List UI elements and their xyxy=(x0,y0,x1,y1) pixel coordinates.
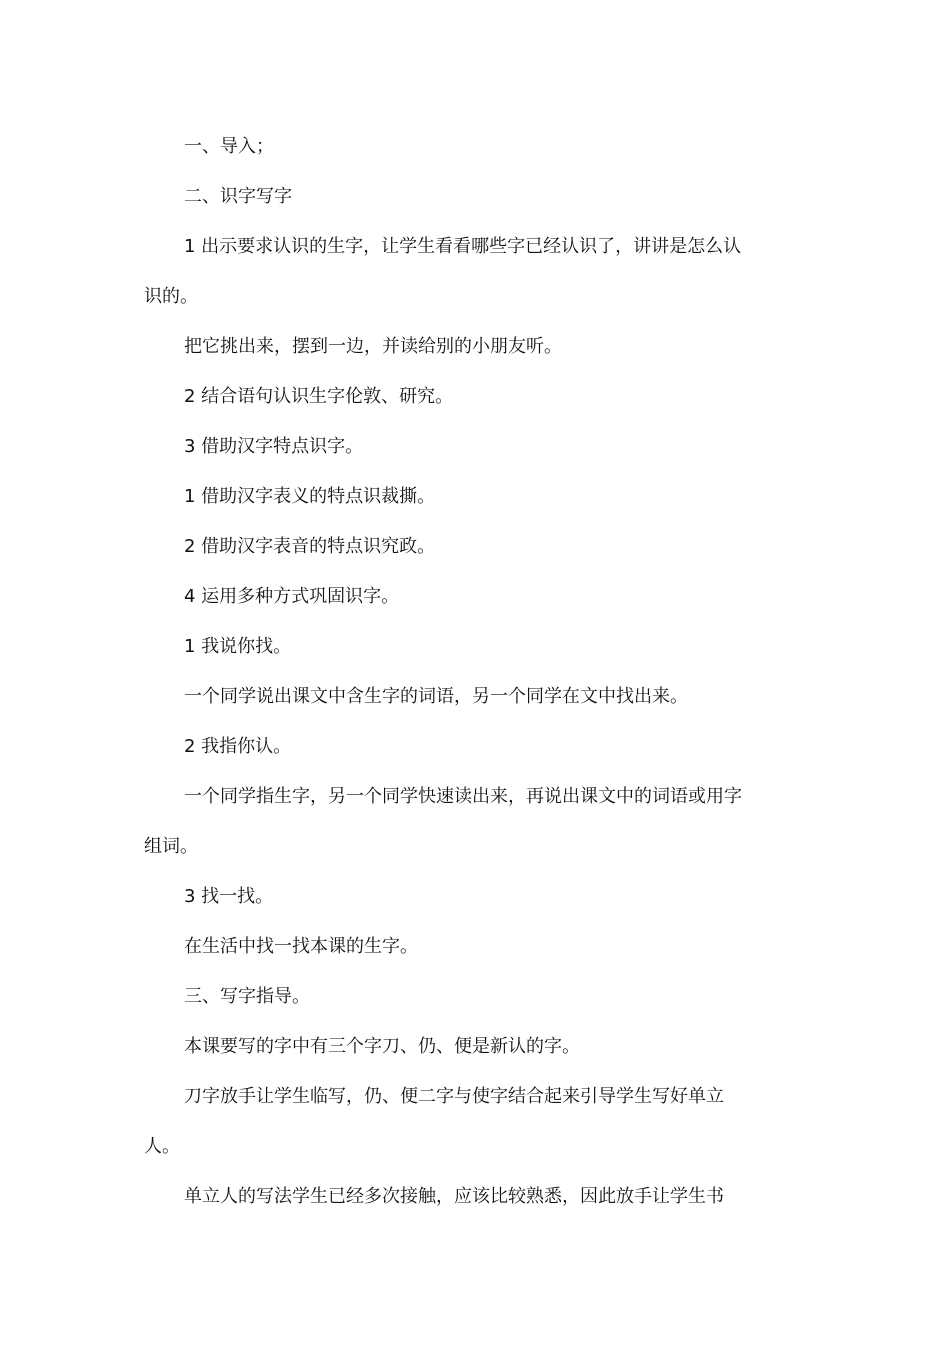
paragraph: 1 我说你找。 xyxy=(184,636,292,657)
paragraph: 2 结合语句认识生字伦敦、研究。 xyxy=(184,386,454,407)
paragraph: 1 借助汉字表义的特点识裁撕。 xyxy=(184,486,436,507)
paragraph: 2 借助汉字表音的特点识究政。 xyxy=(184,536,436,557)
paragraph: 刀字放手让学生临写，仍、便二字与使字结合起来引导学生写好单立人。 xyxy=(144,1086,724,1157)
paragraph: 一个同学指生字，另一个同学快速读出来，再说出课文中的词语或用字组词。 xyxy=(144,786,742,857)
paragraph: 3 找一找。 xyxy=(184,886,274,907)
paragraph: 在生活中找一找本课的生字。 xyxy=(184,936,418,957)
paragraph: 单立人的写法学生已经多次接触，应该比较熟悉，因此放手让学生书 xyxy=(184,1186,724,1207)
paragraph: 把它挑出来，摆到一边，并读给别的小朋友听。 xyxy=(184,336,562,357)
heading-intro: 一、导入； xyxy=(184,136,274,157)
paragraph: 1 出示要求认识的生字，让学生看看哪些字已经认识了，讲讲是怎么认识的。 xyxy=(144,236,742,307)
document-body xyxy=(144,122,756,1222)
paragraph: 2 我指你认。 xyxy=(184,736,292,757)
paragraph: 3 借助汉字特点识字。 xyxy=(184,436,364,457)
paragraph: 本课要写的字中有三个字刀、仍、便是新认的字。 xyxy=(184,1036,580,1057)
paragraph: 4 运用多种方式巩固识字。 xyxy=(184,586,400,607)
heading-literacy-writing: 二、识字写字 xyxy=(184,186,292,207)
paragraph: 一个同学说出课文中含生字的词语，另一个同学在文中找出来。 xyxy=(184,686,688,707)
heading-writing-guidance: 三、写字指导。 xyxy=(184,986,310,1007)
